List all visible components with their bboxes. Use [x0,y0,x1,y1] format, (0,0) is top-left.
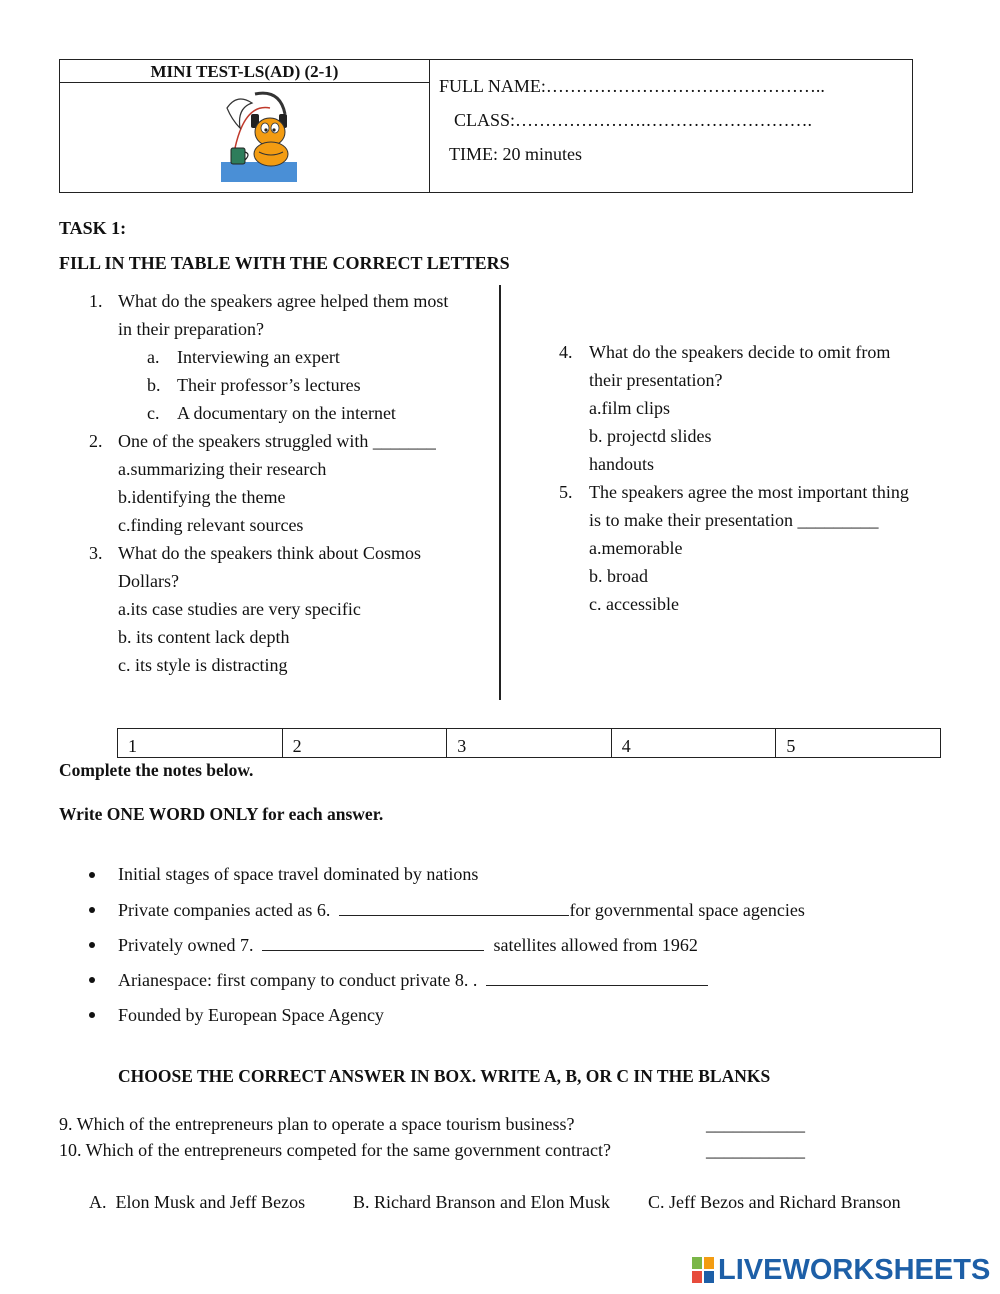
header-left-cell [60,60,430,192]
question-10: 10. Which of the entrepreneurs competed for the same government contract? [59,1140,611,1160]
header-table [59,59,913,193]
q1-line2: in their preparation? [118,319,264,339]
note-text: satellites allowed from 1962 [484,935,698,955]
q3-line2: Dollars? [118,571,179,591]
note-text: Private companies acted as 6. [118,900,340,920]
q1-option-letter: c. [147,403,160,423]
note-text: Arianespace: first company to conduct private 8. . [118,970,487,990]
note-item-5 [118,1001,384,1029]
header-right-cell [430,60,912,192]
choose-heading: CHOOSE THE CORRECT ANSWER IN BOX. WRITE A, B, OR C IN THE BLANKS [118,1066,771,1086]
q1-option-letter: a. [147,347,160,367]
answer-blank-6[interactable] [339,897,569,916]
answer-blank-10[interactable]: ___________ [706,1140,805,1160]
q5-option: b. broad [589,566,648,586]
full-name-field[interactable]: FULL NAME:……………………………………….. [439,76,825,96]
q2-option: b.identifying the theme [118,487,286,507]
q1-option-text: Their professor’s lectures [177,375,361,395]
bullet-icon [89,907,95,913]
task1-heading: TASK 1: [59,218,127,238]
question-9: 9. Which of the entrepreneurs plan to operate a space tourism business? [59,1114,575,1134]
task1-instruction: FILL IN THE TABLE WITH THE CORRECT LETTERS [59,253,510,273]
q4-number: 4. [559,342,573,362]
bullet-icon [89,977,95,983]
liveworksheets-mark-icon [692,1257,714,1283]
time-label: TIME: 20 minutes [449,144,582,164]
q3-option: a.its case studies are very specific [118,599,361,619]
q4-option: a.film clips [589,398,670,418]
q5-number: 5. [559,482,573,502]
answer-table [117,728,941,758]
notes-instruction: Write ONE WORD ONLY for each answer. [59,804,384,824]
note-text: Initial stages of space travel dominated by nations [118,864,479,884]
note-item-7 [118,931,698,959]
note-text: for governmental space agencies [569,900,805,920]
q1-number: 1. [89,291,103,311]
answer-cell-5[interactable]: 5 [786,736,796,756]
liveworksheets-logo [692,1253,990,1287]
q5-option: c. accessible [589,594,679,614]
q1-option-text: A documentary on the internet [177,403,396,423]
q5-option: a.memorable [589,538,683,558]
brand-name: LIVEWORKSHEETS [718,1253,991,1286]
q5-line2: is to make their presentation _________ [589,510,879,530]
note-item-1 [118,860,478,888]
bullet-icon [89,872,95,878]
answer-blank-8[interactable] [486,967,708,986]
note-text: Founded by European Space Agency [118,1005,384,1025]
q3-option: b. its content lack depth [118,627,290,647]
answer-cell-3[interactable]: 3 [447,729,612,757]
q4-option: handouts [589,454,654,474]
garfield-headphones-icon [215,88,301,184]
q2-line1: One of the speakers struggled with _______ [118,431,436,451]
q5-line1: The speakers agree the most important thing [589,482,909,502]
q1-line1: What do the speakers agree helped them most [118,291,449,311]
choice-a: A. Elon Musk and Jeff Bezos [89,1192,306,1212]
choice-c: C. Jeff Bezos and Richard Branson [648,1192,901,1212]
q4-line2: their presentation? [589,370,723,390]
note-item-6 [118,896,805,924]
q3-option: c. its style is distracting [118,655,288,675]
q1-option-text: Interviewing an expert [177,347,340,367]
answer-blank-7[interactable] [262,932,484,951]
q4-option: b. projectd slides [589,426,712,446]
q1-option-letter: b. [147,375,161,395]
note-item-8 [118,966,708,994]
notes-heading: Complete the notes below. [59,760,254,780]
answer-blank-9[interactable]: ___________ [706,1114,805,1134]
answer-cell-4[interactable]: 4 [612,729,777,757]
q2-option: a.summarizing their research [118,459,327,479]
q3-number: 3. [89,543,103,563]
answer-cell-1[interactable]: 1 [118,729,283,757]
note-text: Privately owned 7. [118,935,263,955]
test-title: MINI TEST-LS(AD) (2-1) [60,60,429,83]
answer-cell-2[interactable]: 2 [283,729,448,757]
bullet-icon [89,1012,95,1018]
bullet-icon [89,942,95,948]
q2-number: 2. [89,431,103,451]
q2-option: c.finding relevant sources [118,515,304,535]
column-divider [499,285,501,700]
class-field[interactable]: CLASS:………………….………………………. [454,110,813,130]
q3-line1: What do the speakers think about Cosmos [118,543,421,563]
q4-line1: What do the speakers decide to omit from [589,342,891,362]
choice-b: B. Richard Branson and Elon Musk [353,1192,610,1212]
